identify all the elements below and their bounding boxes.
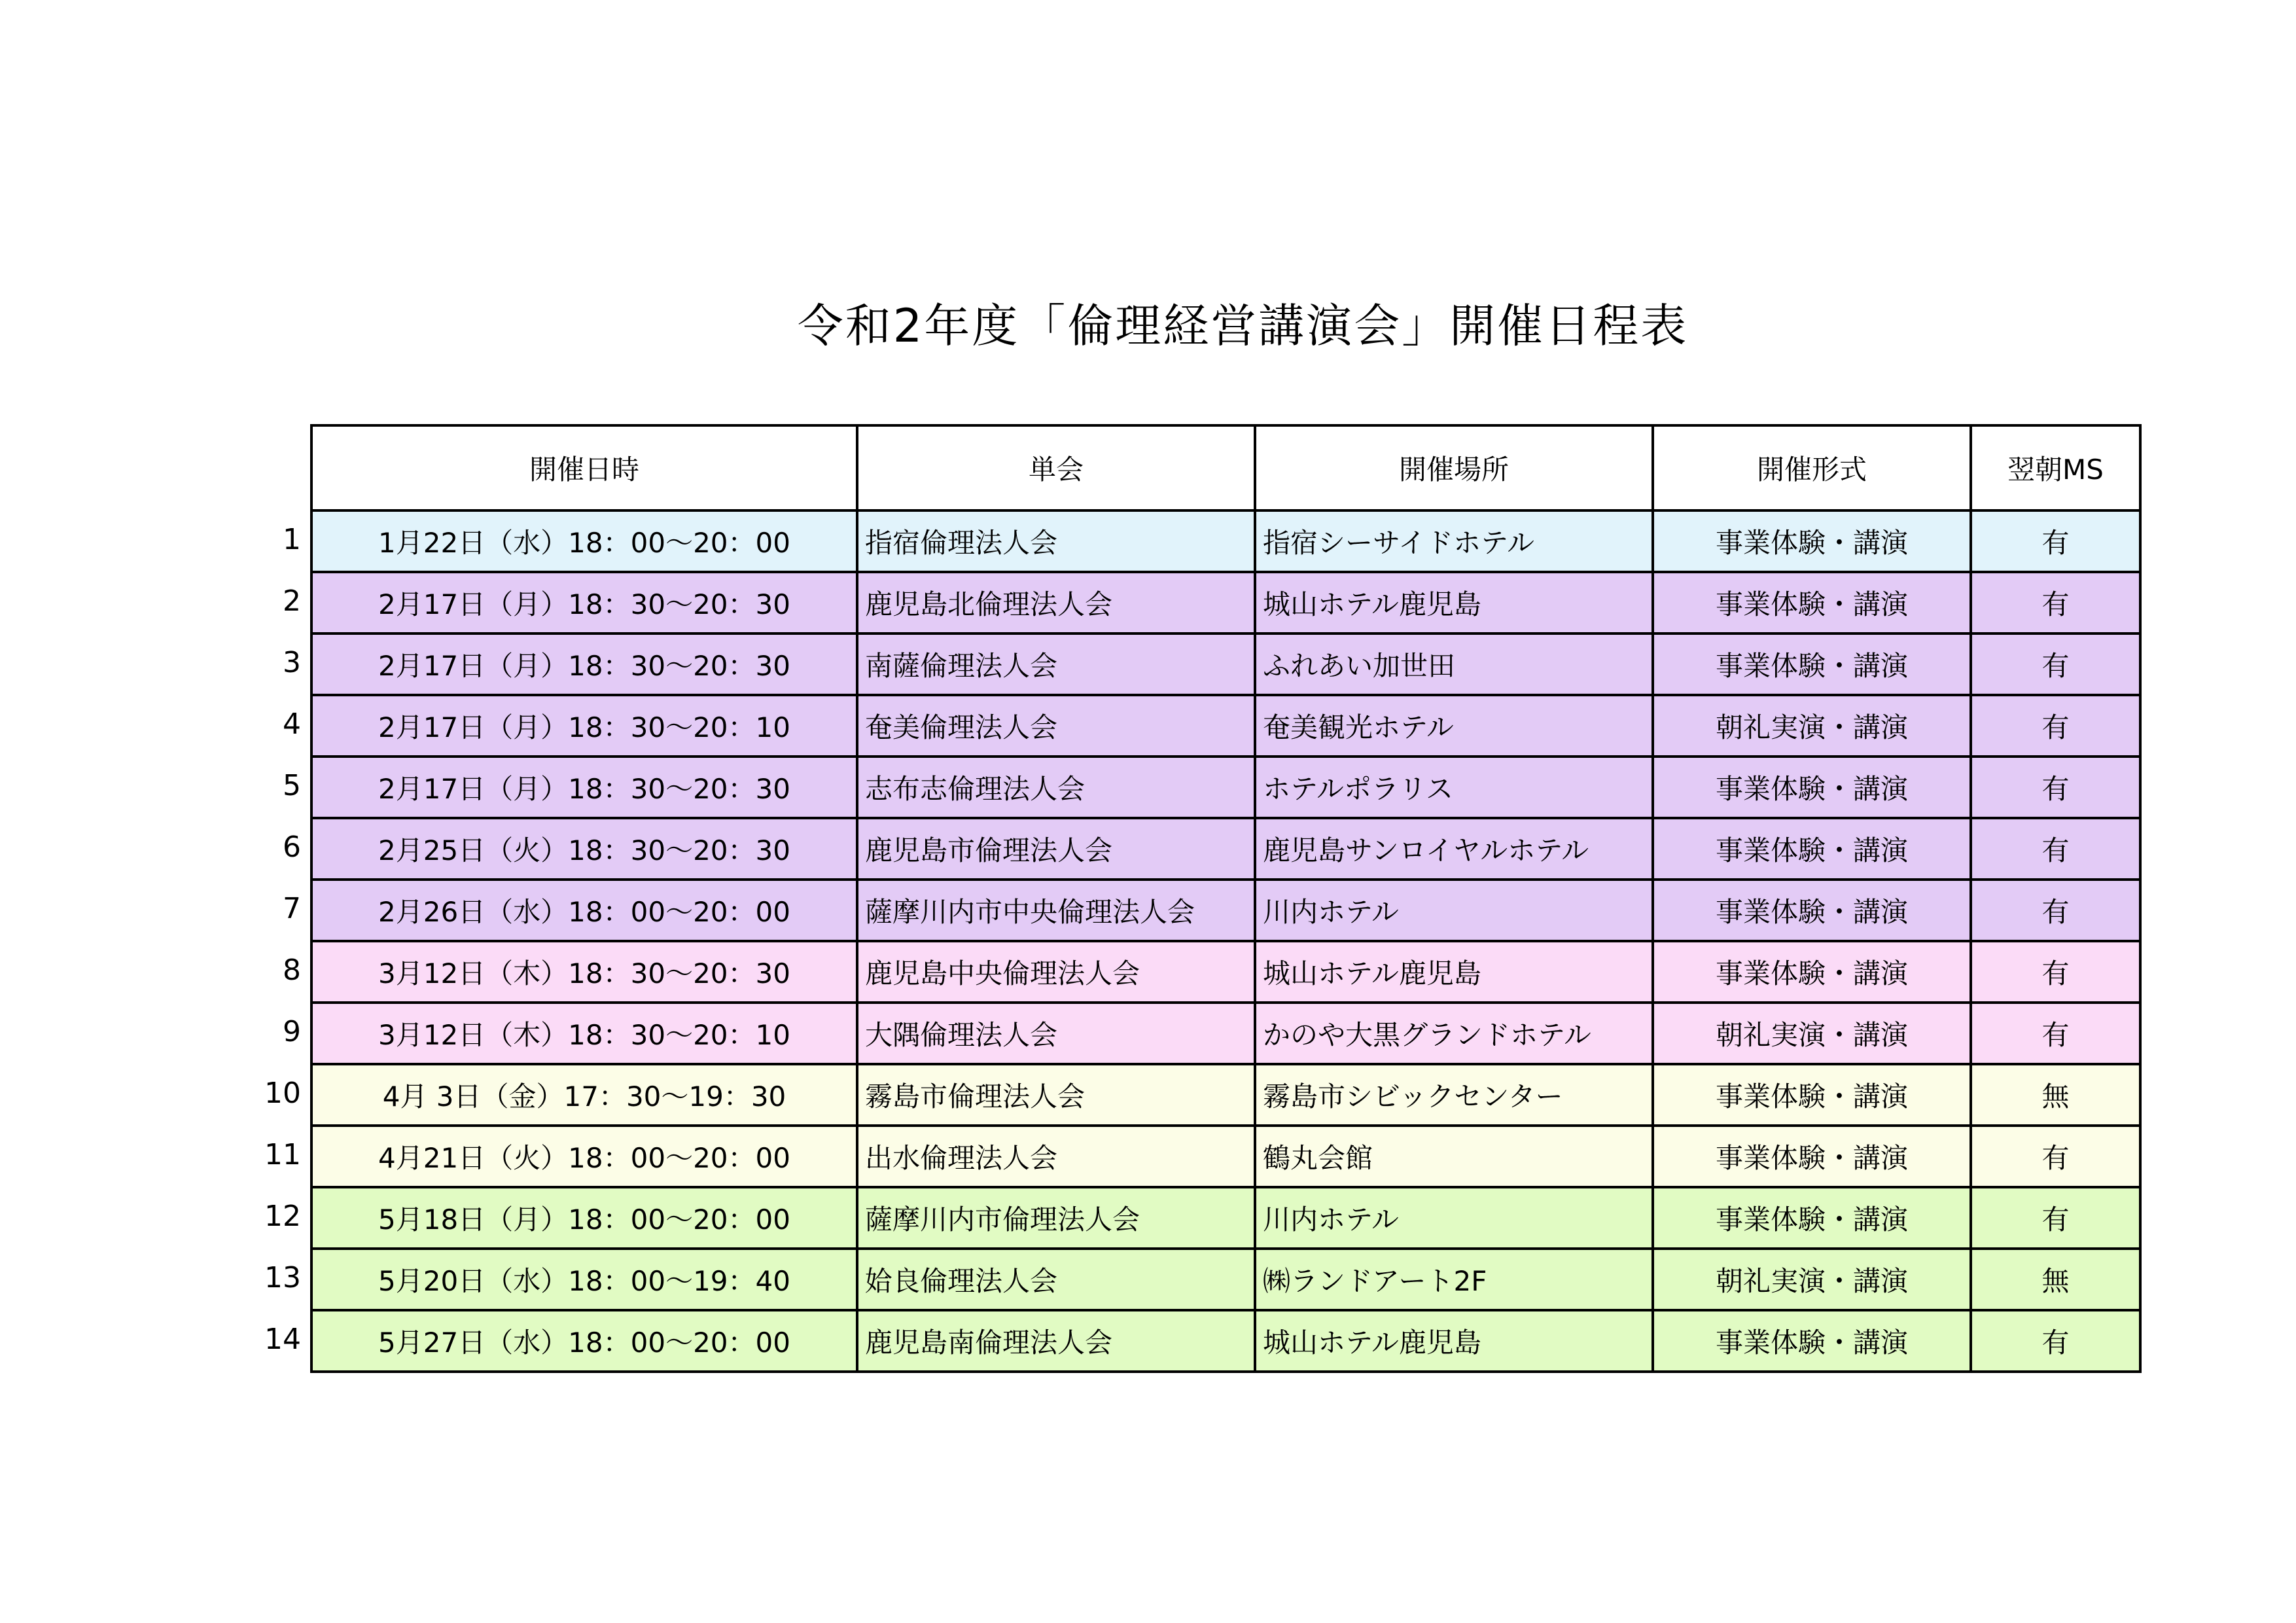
header-venue: 開催場所 [1255,425,1653,510]
unit-cell: 姶良倫理法人会 [857,1249,1255,1310]
venue-cell: ㈱ランドアート2F [1255,1249,1653,1310]
row-number: 7 [283,892,301,925]
venue-cell: 城山ホテル鹿児島 [1255,941,1653,1003]
ms-cell: 有 [1971,880,2140,941]
ms-cell: 有 [1971,818,2140,880]
table-row [311,1310,2140,1372]
unit-cell: 南薩倫理法人会 [857,633,1255,695]
ms-cell: 有 [1971,757,2140,818]
table-row [311,1003,2140,1064]
venue-cell: 鶴丸会館 [1255,1126,1653,1187]
ms-cell: 有 [1971,572,2140,633]
format-cell: 事業体験・講演 [1653,572,1971,633]
row-number: 3 [283,646,301,679]
ms-cell: 無 [1971,1064,2140,1126]
table-row [311,633,2140,695]
date-cell: 2月17日（月）18：30～20：30 [311,757,857,818]
table-row [311,1126,2140,1187]
ms-cell: 有 [1971,510,2140,572]
format-cell: 朝礼実演・講演 [1653,1249,1971,1310]
row-number: 1 [283,523,301,556]
venue-cell: 城山ホテル鹿児島 [1255,1310,1653,1372]
header-unit: 単会 [857,425,1255,510]
format-cell: 朝礼実演・講演 [1653,695,1971,757]
ms-cell: 有 [1971,695,2140,757]
date-cell: 2月17日（月）18：30～20：30 [311,633,857,695]
row-number: 11 [264,1138,301,1171]
header-date: 開催日時 [311,425,857,510]
unit-cell: 鹿児島中央倫理法人会 [857,941,1255,1003]
date-cell: 5月20日（水）18：00～19：40 [311,1249,857,1310]
date-cell: 5月27日（水）18：00～20：00 [311,1310,857,1372]
unit-cell: 指宿倫理法人会 [857,510,1255,572]
row-number: 9 [283,1015,301,1048]
row-number: 13 [264,1261,301,1294]
table-row [311,1187,2140,1249]
venue-cell: 城山ホテル鹿児島 [1255,572,1653,633]
format-cell: 事業体験・講演 [1653,1064,1971,1126]
ms-cell: 有 [1971,1126,2140,1187]
unit-cell: 鹿児島南倫理法人会 [857,1310,1255,1372]
schedule-table [310,424,2142,1373]
venue-cell: ホテルポラリス [1255,757,1653,818]
format-cell: 事業体験・講演 [1653,1187,1971,1249]
unit-cell: 鹿児島市倫理法人会 [857,818,1255,880]
format-cell: 朝礼実演・講演 [1653,1003,1971,1064]
row-number: 14 [264,1323,301,1356]
format-cell: 事業体験・講演 [1653,1310,1971,1372]
format-cell: 事業体験・講演 [1653,757,1971,818]
ms-cell: 無 [1971,1249,2140,1310]
venue-cell: 鹿児島サンロイヤルホテル [1255,818,1653,880]
format-cell: 事業体験・講演 [1653,880,1971,941]
date-cell: 3月12日（木）18：30～20：30 [311,941,857,1003]
row-number: 8 [283,954,301,987]
header-ms: 翌朝MS [1971,425,2140,510]
date-cell: 2月26日（水）18：00～20：00 [311,880,857,941]
unit-cell: 薩摩川内市倫理法人会 [857,1187,1255,1249]
table-row [311,1249,2140,1310]
ms-cell: 有 [1971,633,2140,695]
venue-cell: 霧島市シビックセンター [1255,1064,1653,1126]
row-number: 5 [283,769,301,802]
venue-cell: かのや大黒グランドホテル [1255,1003,1653,1064]
table-row [311,880,2140,941]
date-cell: 2月17日（月）18：30～20：10 [311,695,857,757]
row-number-column [249,509,308,1370]
venue-cell: 指宿シーサイドホテル [1255,510,1653,572]
venue-cell: ふれあい加世田 [1255,633,1653,695]
date-cell: 4月21日（火）18：00～20：00 [311,1126,857,1187]
header-format: 開催形式 [1653,425,1971,510]
format-cell: 事業体験・講演 [1653,633,1971,695]
format-cell: 事業体験・講演 [1653,510,1971,572]
unit-cell: 奄美倫理法人会 [857,695,1255,757]
row-number: 6 [283,830,301,864]
ms-cell: 有 [1971,941,2140,1003]
table-row [311,510,2140,572]
venue-cell: 川内ホテル [1255,880,1653,941]
date-cell: 2月25日（火）18：30～20：30 [311,818,857,880]
header-row [311,425,2140,510]
page-title: 令和2年度「倫理経営講演会」開催日程表 [797,299,1689,353]
venue-cell: 奄美観光ホテル [1255,695,1653,757]
table-row [311,695,2140,757]
format-cell: 事業体験・講演 [1653,941,1971,1003]
unit-cell: 出水倫理法人会 [857,1126,1255,1187]
table-row [311,757,2140,818]
ms-cell: 有 [1971,1310,2140,1372]
unit-cell: 薩摩川内市中央倫理法人会 [857,880,1255,941]
unit-cell: 霧島市倫理法人会 [857,1064,1255,1126]
ms-cell: 有 [1971,1003,2140,1064]
date-cell: 1月22日（水）18：00～20：00 [311,510,857,572]
row-number: 4 [283,707,301,741]
row-number: 2 [283,584,301,618]
venue-cell: 川内ホテル [1255,1187,1653,1249]
table-row [311,1064,2140,1126]
row-number: 10 [264,1077,301,1110]
date-cell: 3月12日（木）18：30～20：10 [311,1003,857,1064]
format-cell: 事業体験・講演 [1653,818,1971,880]
ms-cell: 有 [1971,1187,2140,1249]
table-row [311,818,2140,880]
row-number: 12 [264,1200,301,1233]
table-row [311,941,2140,1003]
date-cell: 2月17日（月）18：30～20：30 [311,572,857,633]
unit-cell: 志布志倫理法人会 [857,757,1255,818]
table-row [311,572,2140,633]
unit-cell: 大隅倫理法人会 [857,1003,1255,1064]
date-cell: 4月 3日（金）17：30～19：30 [311,1064,857,1126]
unit-cell: 鹿児島北倫理法人会 [857,572,1255,633]
format-cell: 事業体験・講演 [1653,1126,1971,1187]
date-cell: 5月18日（月）18：00～20：00 [311,1187,857,1249]
